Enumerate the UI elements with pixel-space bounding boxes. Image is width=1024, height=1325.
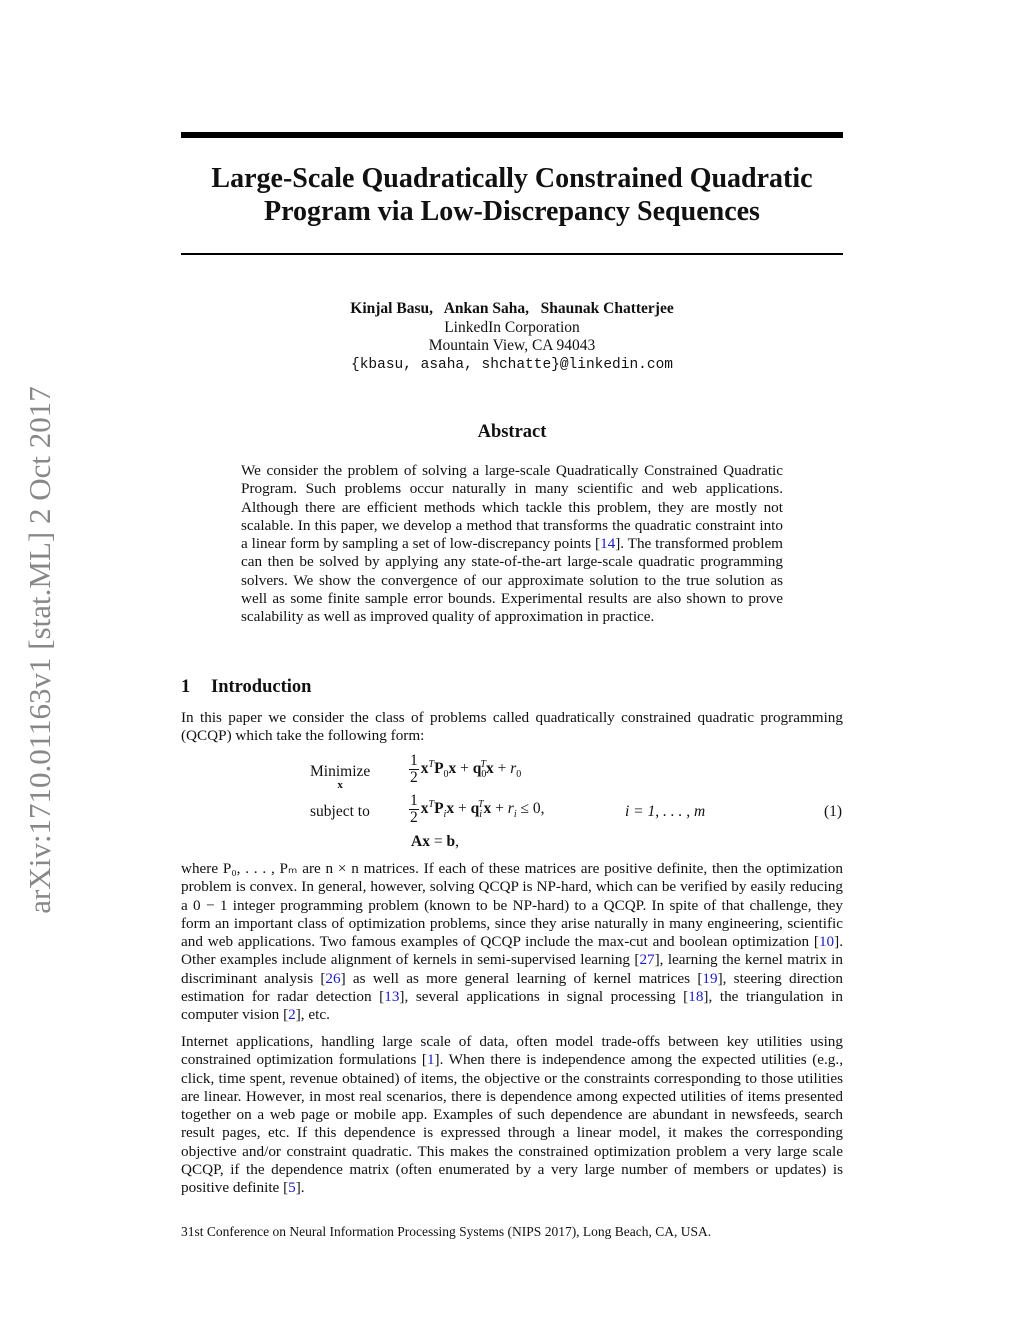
arxiv-stamp: arXiv:1710.01163v1 [stat.ML] 2 Oct 2017 <box>22 386 57 914</box>
citation-link[interactable]: 19 <box>702 969 718 987</box>
eq-index-range: i = 1, . . . , m <box>625 803 706 820</box>
author-block <box>181 300 843 374</box>
footer-note: 31st Conference on Neural Information Processing Systems (NIPS 2017), Long Beach, CA, USA. <box>181 1224 712 1239</box>
citation-link[interactable]: 2 <box>288 1006 296 1024</box>
text-run: ]. When there is independence among the expected utilities (e.g., click, time spent, revenue obtained) of items, the objective or the constraints corresponding to those utilities are linear. However, in most real scenarios, there is dependence among expected utilities of items presented together on a web page or mobile app. Examples of such dependence are abundant in newsfeeds, search result pages, etc. If this dependence is expressed through a linear model, it makes the corresponding objective and/or constraint quadratic. This makes the constrained optimization problem a very large scale QCQP, if the dependence matrix (often enumerated by a very large number of members or updates) is positive definite [ <box>181 1051 843 1197</box>
abstract-text <box>241 462 783 627</box>
citation-link[interactable]: 14 <box>600 535 616 553</box>
affiliation: LinkedIn Corporation <box>444 318 580 336</box>
eq-label: (1) <box>824 803 843 820</box>
citation-link[interactable]: 10 <box>818 933 835 951</box>
title-line: Large-Scale Quadratically Constrained Quadratic <box>211 163 813 194</box>
section-title: Introduction <box>211 677 312 697</box>
text-run: Internet applications, handling large scale of data, often model trade-offs between key utilities using constrained optimization formulations [ <box>181 1033 843 1069</box>
minimize-word: Minimize <box>310 763 371 780</box>
title-bottom-rule <box>181 253 843 255</box>
intro-paragraph-3 <box>181 1033 843 1198</box>
eq-linear-constraint: Ax = b, <box>411 833 459 850</box>
citation-link[interactable]: 13 <box>384 988 400 1006</box>
eq-objective: $\frac{1}{2}$ $x^TP_0x + q_0^Tx + r_0$ <box>410 752 522 786</box>
title-top-rule <box>181 132 843 138</box>
paper-title <box>181 162 843 228</box>
text-run: where P₀, . . . , Pₘ are n × n matrices. If each of these matrices are positive definite, then the optimization problem is convex. In general, however, solving QCQP is NP-hard, which can be verified by easily reducing a 0 − 1 integer programming problem (known to be NP-hard) to a QCQP. In spite of that challenge, they form an important class of optimization problems, since they arise naturally in many engineering, scientific and web applications. Two famous examples of QCQP include the max-cut and boolean optimization [ <box>181 860 843 951</box>
text-run: ]. The transformed problem can then be solved by applying any state-of-the-art large-scale quadratic programming solvers. We show the convergence of our approximate solution to the true solution as well as some finite sample error bounds. Experimental results are also shown to prove scalability as well as improved quality of approximation in practice. <box>241 535 783 626</box>
text-run: ], etc. <box>295 1006 330 1024</box>
text-run: We consider the problem of solving a large-scale Quadratically Constrained Quadratic Program. Such problems occur naturally in many scientific and web applications. Although there are efficient methods which tackle this problem, they are mostly not scalable. In this paper, we develop a method that transforms the quadratic constraint into a linear form by sampling a set of low-discrepancy points [ <box>241 462 783 553</box>
text-run: ], learning the kernel matrix in discriminant analysis [ <box>181 951 843 987</box>
author-names: Kinjal Basu, Ankan Saha, Shaunak Chatterjee <box>350 300 674 317</box>
eq-constraint: $\frac{1}{2}$ $x^TP_ix + q_i^Tx + r_i \le 0$, <box>410 792 545 826</box>
text-run: ], the triangulation in computer vision [ <box>181 988 843 1024</box>
citation-link[interactable]: 5 <box>288 1179 296 1197</box>
intro-paragraph-1 <box>181 709 843 746</box>
section-number: 1 <box>181 677 191 697</box>
text-run: ], several applications in signal processing [ <box>399 988 689 1006</box>
abstract-heading: Abstract <box>477 422 547 442</box>
eq-minimize-label <box>310 763 370 789</box>
citation-link[interactable]: 26 <box>325 969 341 987</box>
eq-subject-to-label: subject to <box>310 803 370 820</box>
citation-link[interactable]: 1 <box>426 1051 435 1069</box>
email: {kbasu, asaha, shchatte}@linkedin.com <box>351 356 673 373</box>
text-run: ]. Other examples include alignment of kernels in semi-supervised learning [ <box>181 933 843 969</box>
text-run: ] as well as more general learning of kernel matrices [ <box>340 969 703 987</box>
intro-paragraph-2 <box>181 860 843 1025</box>
text-run: ]. <box>295 1179 305 1197</box>
title-line: Program via Low-Discrepancy Sequences <box>264 196 760 227</box>
text-run: In this paper we consider the class of problems called quadratically constrained quadratic programming (QCQP) which take the following form: <box>181 709 843 745</box>
address: Mountain View, CA 94043 <box>428 337 596 354</box>
citation-link[interactable]: 18 <box>688 988 704 1006</box>
citation-link[interactable]: 27 <box>639 951 655 969</box>
text-run: ], steering direction estimation for radar detection [ <box>181 969 843 1006</box>
section-heading <box>181 677 311 698</box>
minimize-variable: x <box>337 779 343 791</box>
